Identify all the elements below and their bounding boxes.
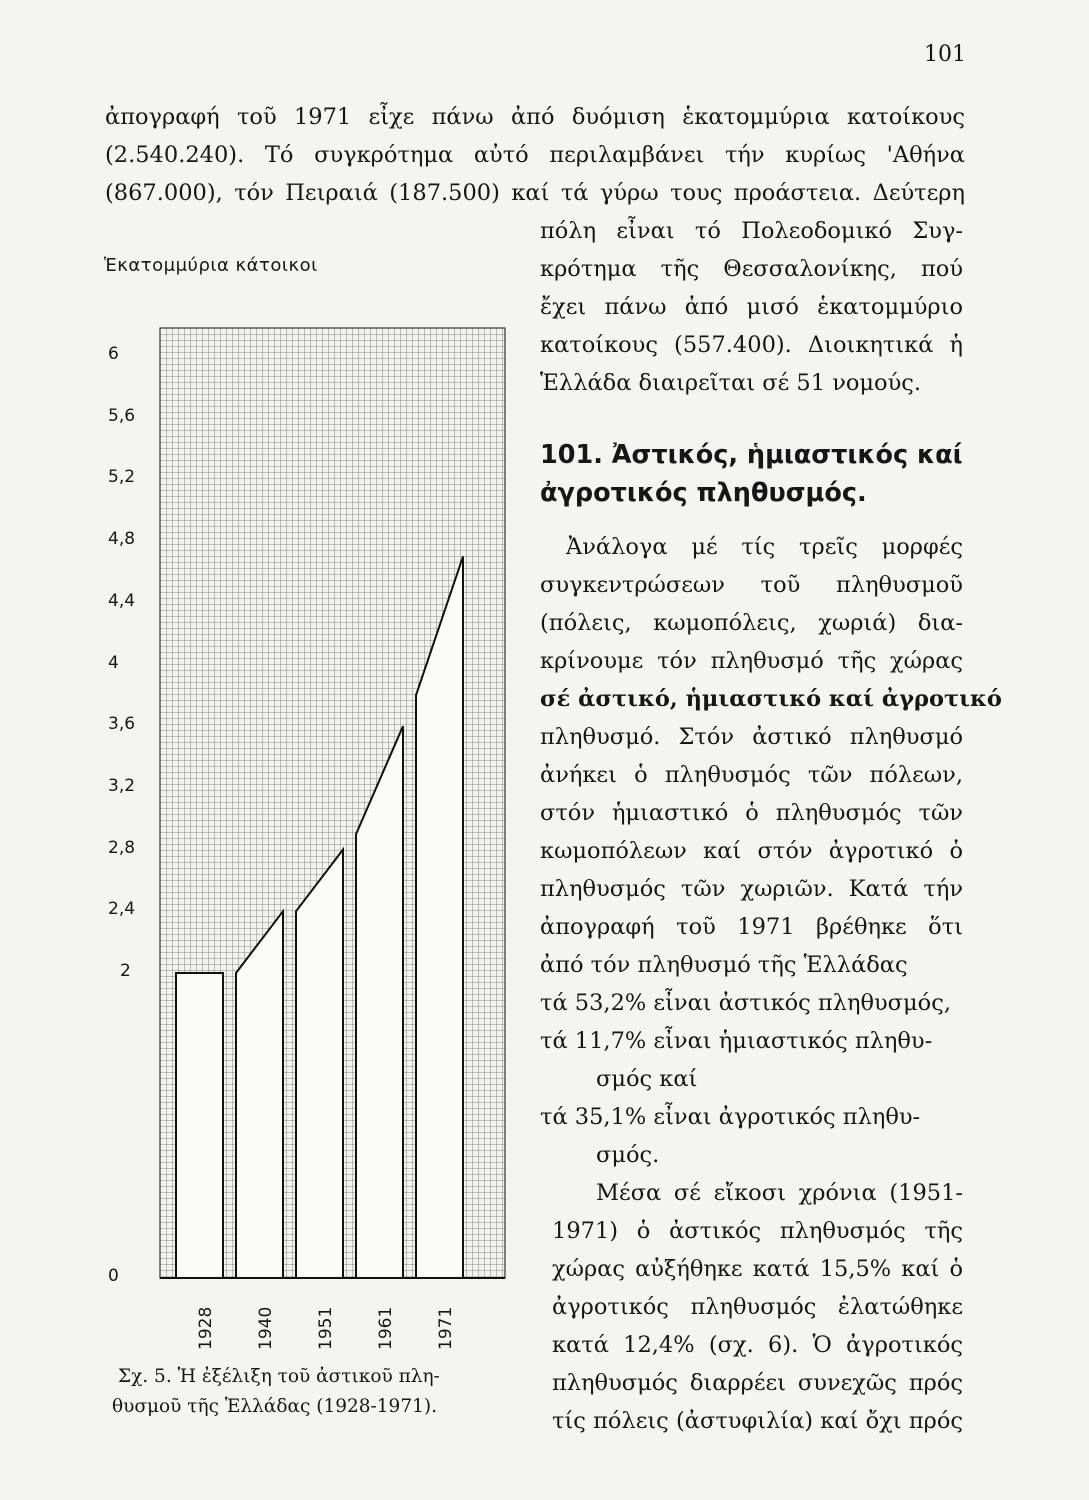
paragraph-line: κωμοπόλεων καί στόν ἀγροτικό ὁ: [540, 838, 963, 864]
y-tick-label: 4,4: [108, 590, 136, 611]
paragraph-line: συγκεντρώσεων τοῦ πληθυσμοῦ: [540, 572, 963, 598]
paragraph-line: ἀνήκει ὁ πληθυσμός τῶν πόλεων,: [540, 762, 963, 788]
paragraph2-line: χώρας αὐξήθηκε κατά 15,5% καί ὁ: [552, 1256, 963, 1282]
x-tick-label: 1928: [195, 1306, 216, 1350]
right-column-line: ἔχει πάνω ἀπό μισό ἑκατομμύριο: [540, 294, 963, 320]
figure-caption: Σχ. 5. Ἡ ἐξέλιξη τοῦ ἀστικοῦ πλη-: [118, 1366, 440, 1387]
x-tick-label: 1971: [435, 1306, 456, 1350]
paragraph-line: Ἀνάλογα μέ τίς τρεῖς μορφές: [566, 534, 963, 560]
x-tick-label: 1951: [315, 1306, 336, 1350]
y-tick-label: 2: [120, 961, 131, 981]
bar-1940: [236, 911, 283, 1278]
paragraph-line: ἀπογραφή τοῦ 1971 βρέθηκε ὅτι: [540, 914, 963, 940]
x-tick-label: 1961: [375, 1306, 396, 1350]
stat-line: τά 11,7% εἶναι ἡμιαστικός πληθυ-: [540, 1028, 933, 1054]
paragraph2-line: ἀγροτικός πληθυσμός ἐλατώθηκε: [552, 1294, 963, 1320]
stat-line: σμός.: [596, 1142, 660, 1168]
page-number: 101: [924, 42, 966, 67]
y-tick-label: 2,8: [108, 837, 136, 858]
x-tick-label: 1940: [255, 1306, 276, 1350]
bar-1951: [296, 850, 343, 1278]
y-tick-label: 5,2: [108, 467, 136, 488]
paragraph2-line: Μέσα σέ εἴκοσι χρόνια (1951-: [596, 1180, 963, 1206]
section-heading: 101. Ἀστικός, ἡμιαστικός καί: [540, 440, 963, 470]
right-column-line: πόλη εἶναι τό Πολεοδομικό Συγ-: [540, 218, 963, 244]
paragraph-line: πληθυσμός τῶν χωριῶν. Κατά τήν: [540, 876, 963, 902]
section-heading: ἀγροτικός πληθυσμός.: [540, 478, 867, 508]
y-tick-label: 3,2: [108, 775, 136, 796]
right-column-line: κατοίκους (557.400). Διοικητικά ἡ: [540, 332, 963, 358]
paragraph-line: σέ ἀστικό, ἡμιαστικό καί ἀγροτικό: [540, 686, 1002, 712]
stat-line: σμός καί: [596, 1066, 698, 1092]
y-tick-label: 4,8: [108, 529, 136, 550]
y-tick-label: 2,4: [108, 899, 136, 920]
paragraph-line: πληθυσμό. Στόν ἀστικό πληθυσμό: [540, 724, 963, 750]
paragraph2-line: 1971) ὁ ἀστικός πληθυσμός τῆς: [552, 1218, 963, 1244]
y-axis-title: Ἑκατομμύρια κάτοικοι: [104, 255, 318, 276]
stat-line: τά 35,1% εἶναι ἀγροτικός πληθυ-: [540, 1104, 921, 1130]
intro-line: (867.000), τόν Πειραιά (187.500) καί τά γύρω τους προάστεια. Δεύτερη: [105, 180, 965, 206]
paragraph-line: κρίνουμε τόν πληθυσμό τῆς χώρας: [540, 648, 963, 674]
paragraph2-line: τίς πόλεις (ἀστυφιλία) καί ὄχι πρός: [552, 1408, 963, 1434]
bar-1928: [176, 973, 223, 1278]
y-tick-label: 4: [108, 652, 119, 673]
y-tick-label: 5,6: [108, 405, 136, 426]
right-column-line: Ἑλλάδα διαιρεῖται σέ 51 νομούς.: [540, 370, 922, 396]
intro-line: ἀπογραφή τοῦ 1971 εἶχε πάνω ἀπό δυόμιση ἑκατομμύρια κατοίκους: [105, 104, 965, 130]
figure-caption: θυσμοῦ τῆς Ἑλλάδας (1928-1971).: [112, 1396, 437, 1417]
paragraph-line: ἀπό τόν πληθυσμό τῆς Ἑλλάδας: [540, 952, 908, 978]
right-column-line: κρότημα τῆς Θεσσαλονίκης, πού: [540, 256, 963, 282]
y-tick-label: 6: [108, 344, 119, 364]
paragraph-line: (πόλεις, κωμοπόλεις, χωριά) δια-: [540, 610, 963, 636]
intro-line: (2.540.240). Τό συγκρότημα αὐτό περιλαμβάνει τήν κυρίως 'Αθήνα: [105, 142, 965, 168]
paragraph-line: στόν ἡμιαστικό ὁ πληθυσμός τῶν: [540, 800, 963, 826]
y-tick-label: 0: [108, 1266, 119, 1286]
y-tick-label: 3,6: [108, 714, 136, 735]
paragraph2-line: κατά 12,4% (σχ. 6). Ὁ ἀγροτικός: [552, 1332, 963, 1358]
paragraph2-line: πληθυσμός διαρρέει συνεχῶς πρός: [552, 1370, 963, 1396]
stat-line: τά 53,2% εἶναι ἀστικός πληθυσμός,: [540, 990, 951, 1016]
